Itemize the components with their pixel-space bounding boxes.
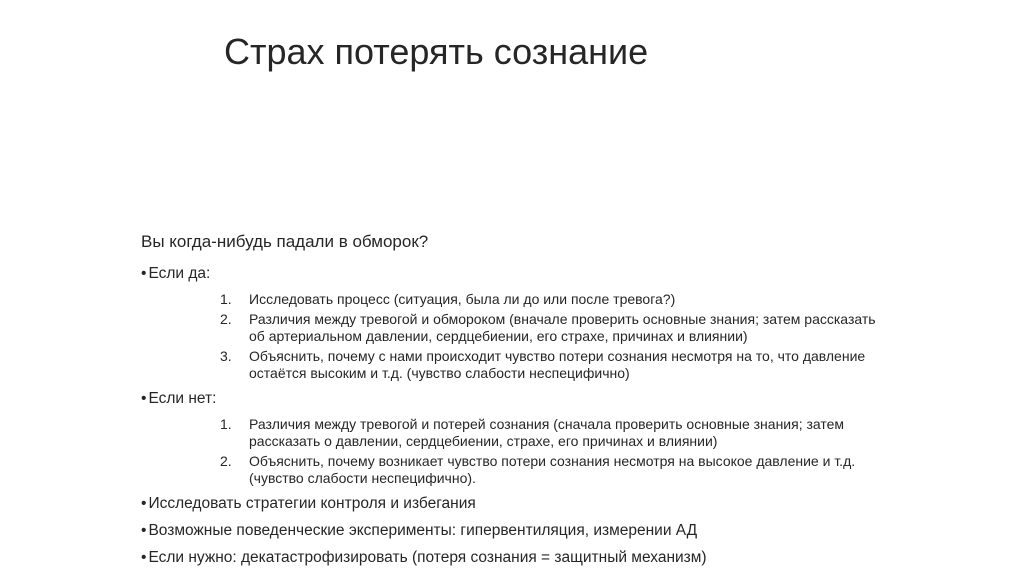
list-item-text: Различия между тревогой и обмороком (вначале проверить основные знания; затем рассказать об артериальном давлении, сердцебиении, его страхе, причинах и влиянии) <box>249 311 876 344</box>
bullet-experiments <box>141 521 1001 541</box>
list-item-number: 2. <box>220 311 232 327</box>
list-item-number: 1. <box>220 416 232 432</box>
bullet-decatastrophize <box>141 548 1001 568</box>
bullet-dot: • <box>141 390 147 407</box>
question-text: Вы когда-нибудь падали в обморок? <box>141 232 429 251</box>
list-item <box>141 291 1001 308</box>
list-item-text: Объяснить, почему возникает чувство потери сознания несмотря на высокое давление и т.д. (чувство слабости неспецифично). <box>249 453 856 486</box>
list-item-text: Различия между тревогой и потерей сознания (сначала проверить основные знания; затем рассказать о давлении, сердцебиении, страхе, его причинах и влиянии) <box>249 416 845 449</box>
bullet-dot: • <box>141 522 147 539</box>
bullet-text: Возможные поведенческие эксперименты: гипервентиляция, измерении АД <box>148 522 698 539</box>
if-yes-list <box>141 291 1001 382</box>
bullet-text: Исследовать стратегии контроля и избегания <box>148 495 476 512</box>
list-item-number: 2. <box>220 453 232 469</box>
bullet-dot: • <box>141 495 147 512</box>
bullet-strategies <box>141 494 1001 514</box>
slide-title: Страх потерять сознание <box>224 31 649 72</box>
bullet-if-no <box>141 389 1001 409</box>
if-no-list <box>141 416 1001 487</box>
list-item <box>141 348 1001 382</box>
list-item-text: Объяснить, почему с нами происходит чувство потери сознания несмотря на то, что давление остаётся высоким и т.д. (чувство слабости неспецифично) <box>249 348 866 381</box>
list-item <box>141 311 1001 345</box>
bullet-text: Если нужно: декатастрофизировать (потеря сознания = защитный механизм) <box>148 549 707 566</box>
bullet-if-no-label: Если нет: <box>148 390 217 407</box>
list-item-text: Исследовать процесс (ситуация, была ли до или после тревога?) <box>249 291 676 307</box>
list-item <box>141 416 1001 450</box>
bullet-dot: • <box>141 549 147 566</box>
bullet-if-yes-label: Если да: <box>148 265 211 282</box>
list-item-number: 3. <box>220 348 232 364</box>
bullet-if-yes <box>141 264 1001 284</box>
slide-content <box>141 231 1001 575</box>
bullet-dot: • <box>141 265 147 282</box>
list-item-number: 1. <box>220 291 232 307</box>
list-item <box>141 453 1001 487</box>
